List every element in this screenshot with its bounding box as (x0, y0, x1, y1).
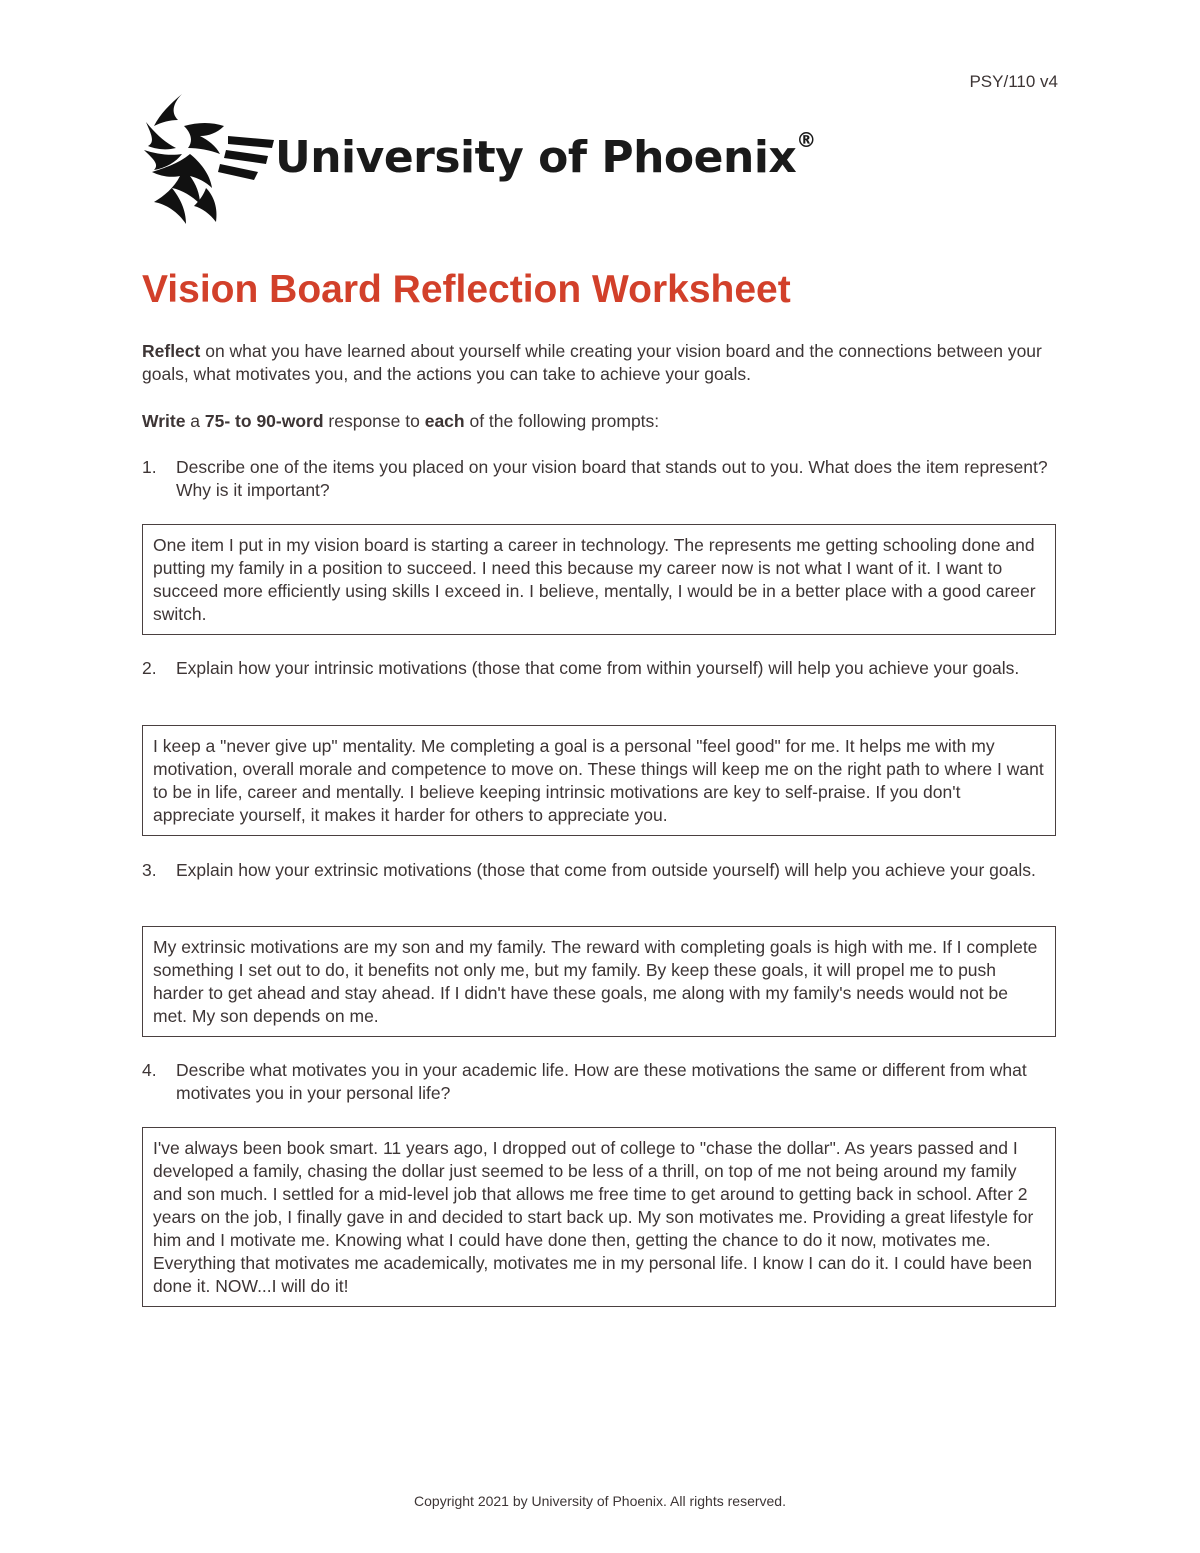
copyright-footer: Copyright 2021 by University of Phoenix. All rights reserved. (414, 1493, 786, 1509)
course-code: PSY/110 v4 (969, 72, 1058, 91)
prompt-number: 4. (142, 1060, 157, 1080)
prompt-4 (142, 1059, 1062, 1105)
logo-wordmark (275, 128, 816, 183)
answer-box-3[interactable]: My extrinsic motivations are my son and my family. The reward with completing goals is high with me. If I complete something I set out to do, it benefits not only me, but my family. By keep these goals, it will propel me to push harder to get ahead and stay ahead. If I didn't have these goals, me along with my family's needs would not be met. My son depends on me. (142, 926, 1056, 1037)
registered-mark: ® (796, 128, 816, 152)
intro-paragraph (142, 340, 1062, 386)
instruction-each: each (424, 411, 465, 431)
prompt-text: Explain how your extrinsic motivations (those that come from outside yourself) will help you achieve your goals. (176, 860, 1036, 880)
instruction-text-c: of the following prompts: (464, 411, 660, 431)
prompt-text: Explain how your intrinsic motivations (those that come from within yourself) will help you achieve your goals. (176, 658, 1020, 678)
answer-box-4[interactable]: I've always been book smart. 11 years ago, I dropped out of college to "chase the dollar". As years passed and I developed a family, chasing the dollar just seemed to be less of a thrill, on top of me not being around my family and son much. I settled for a mid-level job that allows me free time to get around to getting back in school. After 2 years on the job, I finally gave in and decided to start back up. My son motivates me. Providing a great lifestyle for him and I motivate me. Knowing what I could have done then, getting the chance to do it now, motivates me. Everything that motivates me academically, motivates me in my personal life. I know I can do it. I could have been done it. NOW...I will do it! (142, 1127, 1056, 1307)
prompt-2 (142, 657, 1062, 680)
answer-box-1[interactable]: One item I put in my vision board is starting a career in technology. The represents me getting schooling done and putting my family in a position to succeed. I need this because my career now is not what I want of it. I want to succeed more efficiently using skills I exceed in. I believe, mentally, I would be in a better place with a good career switch. (142, 524, 1056, 635)
prompt-3 (142, 859, 1062, 882)
prompt-1 (142, 456, 1062, 502)
prompt-number: 3. (142, 860, 157, 880)
instruction-text-a: a (185, 411, 205, 431)
intro-text: on what you have learned about yourself while creating your vision board and the connections between your goals, what motivates you, and the actions you can take to achieve your goals. (142, 341, 1042, 384)
intro-lead: Reflect (142, 341, 201, 361)
prompt-number: 2. (142, 658, 157, 678)
instruction-write: Write (142, 411, 186, 431)
prompt-number: 1. (142, 457, 157, 477)
page-title: Vision Board Reflection Worksheet (142, 268, 791, 311)
prompt-text: Describe what motivates you in your academic life. How are these motivations the same or different from what motivates you in your personal life? (176, 1060, 1027, 1103)
instruction-text-b: response to (323, 411, 425, 431)
logo-text: University of Phoenix (275, 132, 797, 183)
answer-box-2[interactable]: I keep a "never give up" mentality. Me completing a goal is a personal "feel good" for me. It helps me with my motivation, overall morale and competence to move on. These things will keep me on the right path to where I want to be in life, career and mentally. I believe keeping intrinsic motivations are key to self-praise. If you don't appreciate yourself, it makes it harder for others to appreciate you. (142, 725, 1056, 836)
instruction-word-count: 75- to 90-word (204, 411, 324, 431)
instruction-paragraph (142, 410, 1062, 433)
prompt-text: Describe one of the items you placed on your vision board that stands out to you. What does the item represent? Why is it important? (176, 457, 1048, 500)
